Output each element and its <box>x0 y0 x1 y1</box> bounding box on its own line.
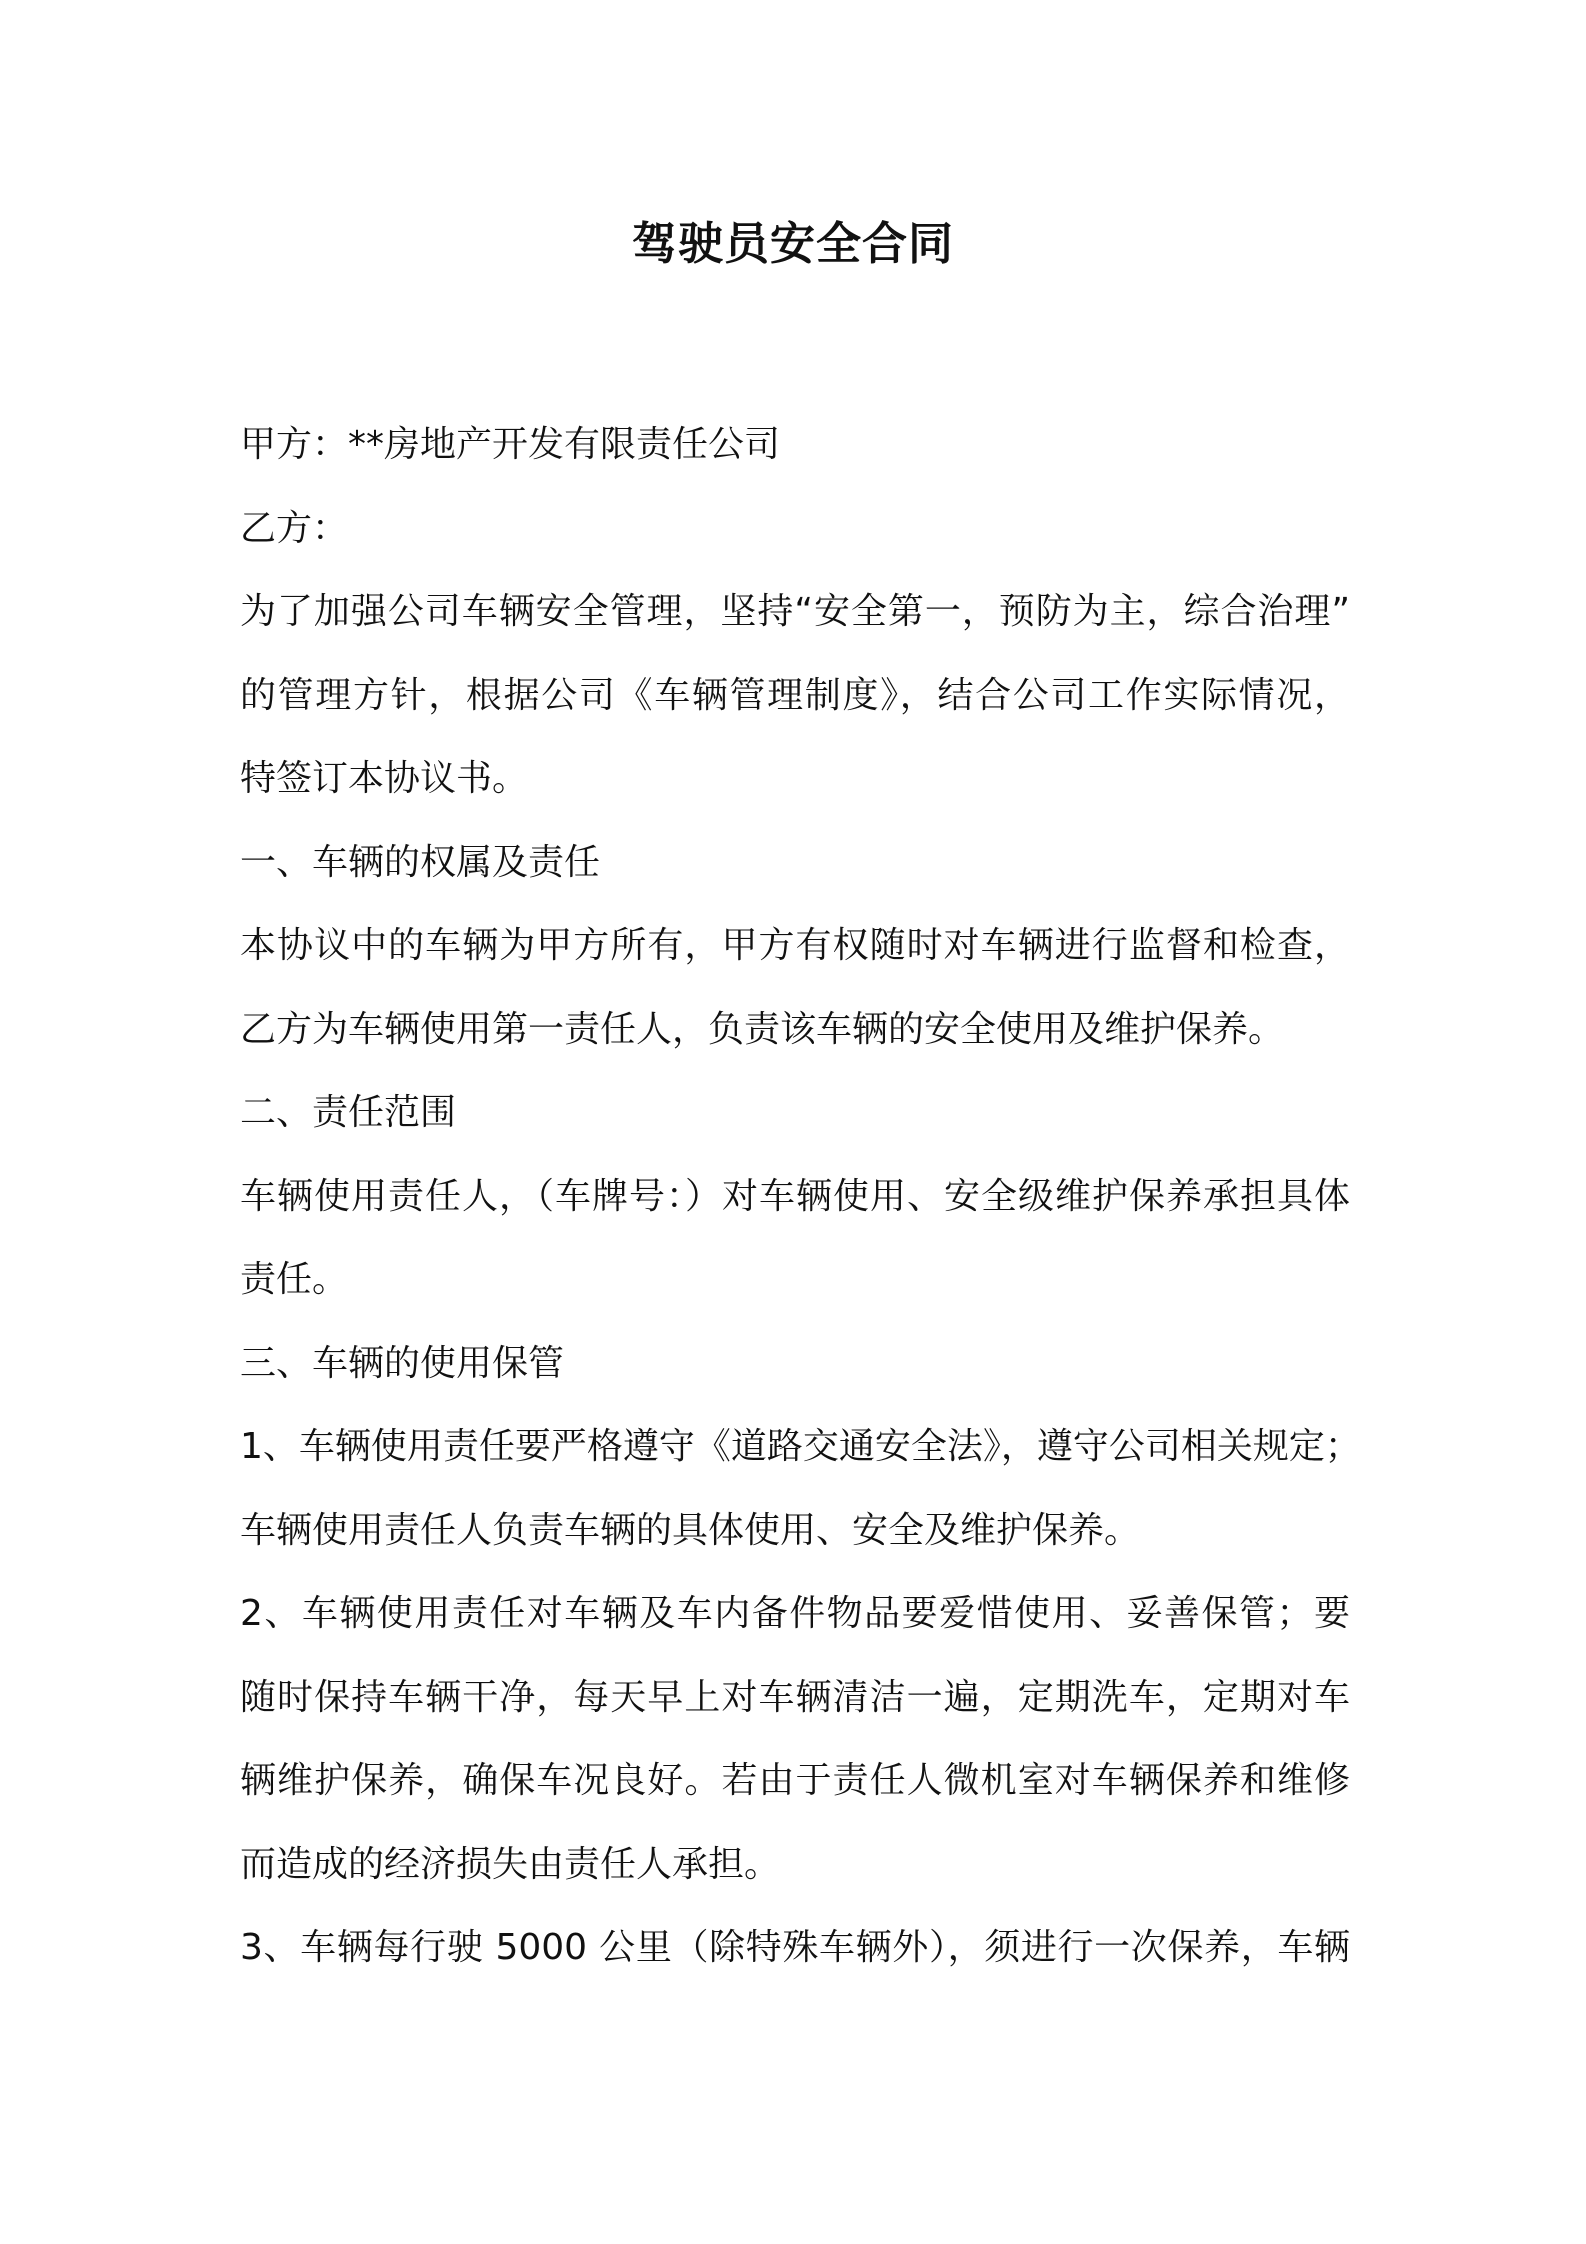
text-line: 的管理方针，根据公司《车辆管理制度》，结合公司工作实际情况， <box>240 674 1350 716</box>
text-line: 车辆使用责任人，（车牌号：）对车辆使用、安全级维护保养承担具体 <box>240 1175 1350 1217</box>
text-line: 为了加强公司车辆安全管理，坚持“安全第一，预防为主，综合治理” <box>240 591 1350 632</box>
text-line: 乙方： <box>240 507 349 549</box>
text-line: 1、车辆使用责任要严格遵守《道路交通安全法》，遵守公司相关规定； <box>240 1426 1361 1467</box>
document-body <box>240 403 1361 1990</box>
text-line: 辆维护保养，确保车况良好。若由于责任人微机室对车辆保养和维修 <box>240 1760 1350 1801</box>
document-title: 驾驶员安全合同 <box>631 217 954 270</box>
text-line: 责任。 <box>240 1259 349 1300</box>
text-line: 三、车辆的使用保管 <box>240 1342 565 1384</box>
text-line: 甲方：**房地产开发有限责任公司 <box>240 424 781 465</box>
text-line: 本协议中的车辆为甲方所有，甲方有权随时对车辆进行监督和检查， <box>240 925 1350 966</box>
text-line: 而造成的经济损失由责任人承担。 <box>240 1843 781 1885</box>
text-line: 2、车辆使用责任对车辆及车内备件物品要爱惜使用、妥善保管；要 <box>240 1593 1350 1634</box>
text-line: 一、车辆的权属及责任 <box>240 841 601 883</box>
text-line: 车辆使用责任人负责车辆的具体使用、安全及维护保养。 <box>240 1509 1141 1551</box>
text-line: 乙方为车辆使用第一责任人，负责该车辆的安全使用及维护保养。 <box>240 1008 1285 1050</box>
text-line: 3、车辆每行驶 5000 公里（除特殊车辆外），须进行一次保养，车辆 <box>240 1927 1350 1968</box>
text-line: 特签订本协议书。 <box>240 758 529 799</box>
text-line: 二、责任范围 <box>240 1092 457 1133</box>
text-line: 随时保持车辆干净，每天早上对车辆清洁一遍，定期洗车，定期对车 <box>240 1676 1350 1718</box>
